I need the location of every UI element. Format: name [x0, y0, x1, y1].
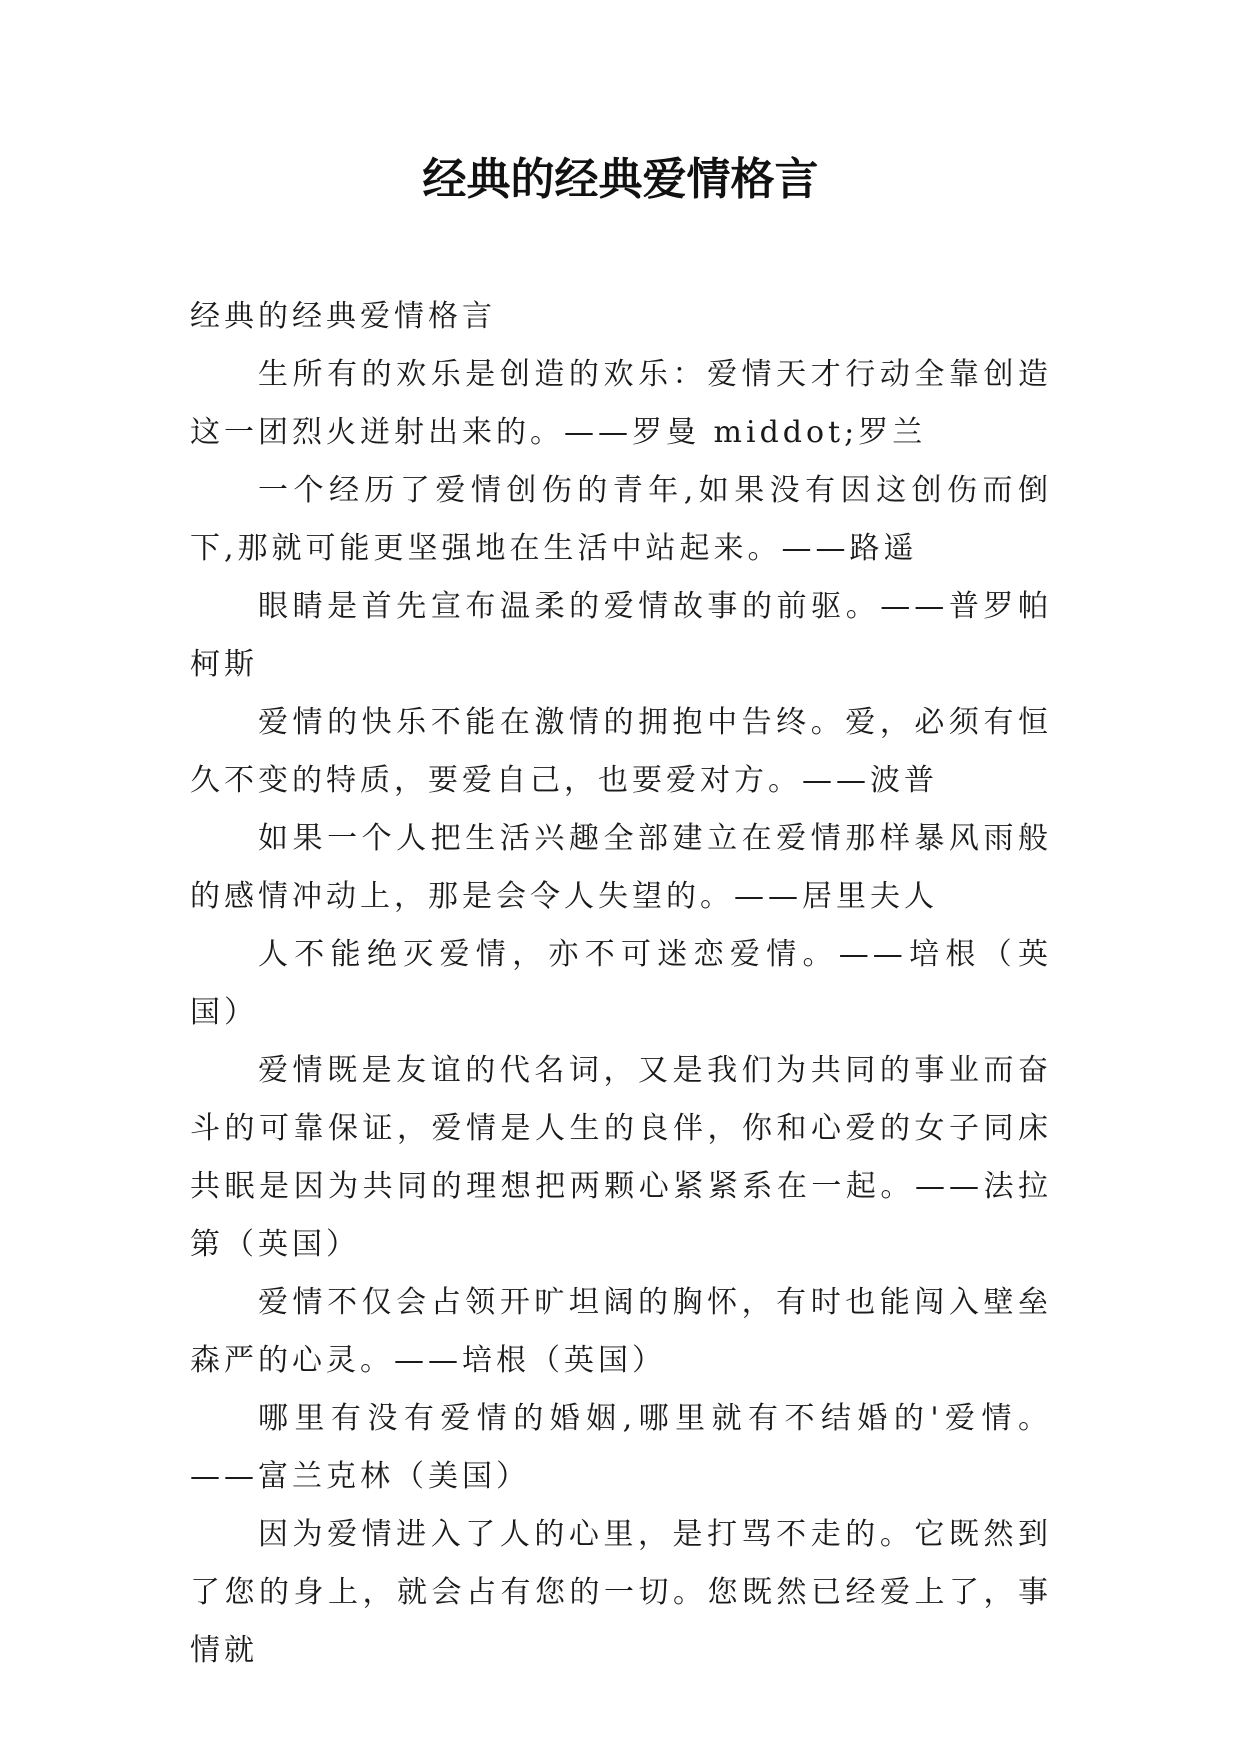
quote-paragraph: 爱情既是友谊的代名词，又是我们为共同的事业而奋斗的可靠保证，爱情是人生的良伴，你和心爱的女子同床共眠是因为共同的理想把两颗心紧紧系在一起。——法拉第（英国）: [190, 1053, 1052, 1262]
document-body: [190, 288, 1052, 1680]
quote-paragraph: 哪里有没有爱情的婚姻,哪里就有不结婚的'爱情。——富兰克林（美国）: [190, 1401, 1052, 1494]
document-subtitle: 经典的经典爱情格言: [190, 299, 496, 334]
document-title: 经典的经典爱情格言: [422, 154, 819, 205]
quote-paragraph: 爱情不仅会占领开旷坦阔的胸怀，有时也能闯入壁垒森严的心灵。——培根（英国）: [190, 1285, 1052, 1378]
quote-paragraph: 生所有的欢乐是创造的欢乐：爱情天才行动全靠创造这一团烈火迸射出来的。——罗曼 middot;罗兰: [190, 357, 1052, 450]
quote-paragraph: 人不能绝灭爱情，亦不可迷恋爱情。——培根（英国）: [190, 937, 1052, 1030]
quote-paragraph: 眼睛是首先宣布温柔的爱情故事的前驱。——普罗帕柯斯: [190, 589, 1052, 682]
quote-paragraph: 一个经历了爱情创伤的青年,如果没有因这创伤而倒下,那就可能更坚强地在生活中站起来。——路遥: [190, 473, 1052, 566]
quote-paragraph: 爱情的快乐不能在激情的拥抱中告终。爱，必须有恒久不变的特质，要爱自己，也要爱对方。——波普: [190, 705, 1052, 798]
quote-paragraph: 因为爱情进入了人的心里，是打骂不走的。它既然到了您的身上，就会占有您的一切。您既然已经爱上了，事情就: [190, 1517, 1052, 1668]
quote-paragraph: 如果一个人把生活兴趣全部建立在爱情那样暴风雨般的感情冲动上，那是会令人失望的。——居里夫人: [190, 821, 1052, 914]
